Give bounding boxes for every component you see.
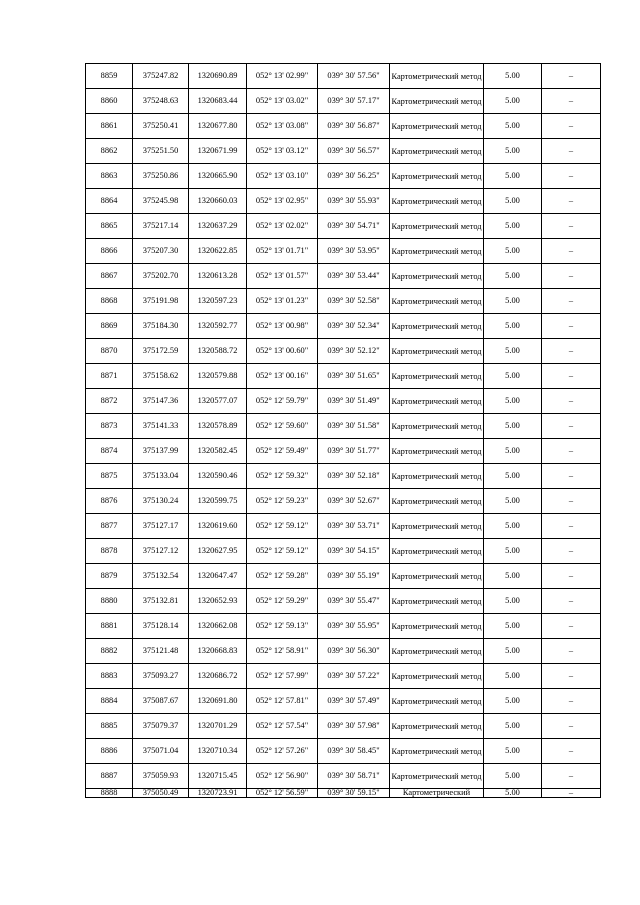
point-number-cell: 8880: [86, 589, 133, 614]
precision-cell: 5.00: [484, 314, 542, 339]
method-cell: Картометрический метод: [390, 739, 484, 764]
longitude-cell: 039° 30' 56.25": [318, 164, 390, 189]
method-cell: Картометрический метод: [390, 164, 484, 189]
coord-y-cell: 1320582.45: [189, 439, 247, 464]
method-cell: Картометрический метод: [390, 239, 484, 264]
note-cell: –: [542, 314, 601, 339]
coord-y-cell: 1320691.80: [189, 689, 247, 714]
table-row: [86, 339, 601, 364]
table-row: [86, 514, 601, 539]
longitude-cell: 039° 30' 55.95": [318, 614, 390, 639]
point-number-cell: 8886: [86, 739, 133, 764]
coord-x-cell: 375128.14: [133, 614, 189, 639]
coord-x-cell: 375251.50: [133, 139, 189, 164]
method-cell: Картометрический метод: [390, 489, 484, 514]
longitude-cell: 039° 30' 52.18": [318, 464, 390, 489]
point-number-cell: 8859: [86, 64, 133, 89]
coord-y-cell: 1320710.34: [189, 739, 247, 764]
method-cell: Картометрический метод: [390, 689, 484, 714]
method-cell: Картометрический метод: [390, 639, 484, 664]
coord-y-cell: 1320652.93: [189, 589, 247, 614]
latitude-cell: 052° 12' 59.32": [247, 464, 318, 489]
table-row: [86, 664, 601, 689]
longitude-cell: 039° 30' 55.93": [318, 189, 390, 214]
point-number-cell: 8872: [86, 389, 133, 414]
coord-x-cell: 375087.67: [133, 689, 189, 714]
coord-x-cell: 375191.98: [133, 289, 189, 314]
coord-x-cell: 375050.49: [133, 789, 189, 798]
longitude-cell: 039° 30' 56.87": [318, 114, 390, 139]
method-cell: Картометрический метод: [390, 364, 484, 389]
precision-cell: 5.00: [484, 664, 542, 689]
coordinates-table: [85, 63, 601, 798]
note-cell: –: [542, 639, 601, 664]
longitude-cell: 039° 30' 52.34": [318, 314, 390, 339]
coord-y-cell: 1320690.89: [189, 64, 247, 89]
note-cell: –: [542, 339, 601, 364]
method-cell: Картометрический метод: [390, 314, 484, 339]
method-cell: Картометрический метод: [390, 289, 484, 314]
point-number-cell: 8874: [86, 439, 133, 464]
coord-x-cell: 375245.98: [133, 189, 189, 214]
precision-cell: 5.00: [484, 764, 542, 789]
coord-x-cell: 375147.36: [133, 389, 189, 414]
point-number-cell: 8882: [86, 639, 133, 664]
coord-y-cell: 1320665.90: [189, 164, 247, 189]
longitude-cell: 039° 30' 53.71": [318, 514, 390, 539]
precision-cell: 5.00: [484, 539, 542, 564]
coord-x-cell: 375250.86: [133, 164, 189, 189]
coord-x-cell: 375250.41: [133, 114, 189, 139]
precision-cell: 5.00: [484, 789, 542, 798]
coord-x-cell: 375127.17: [133, 514, 189, 539]
table-row: [86, 139, 601, 164]
precision-cell: 5.00: [484, 89, 542, 114]
note-cell: –: [542, 739, 601, 764]
precision-cell: 5.00: [484, 439, 542, 464]
coord-y-cell: 1320579.88: [189, 364, 247, 389]
coord-x-cell: 375132.81: [133, 589, 189, 614]
precision-cell: 5.00: [484, 364, 542, 389]
precision-cell: 5.00: [484, 164, 542, 189]
method-cell: Картометрический метод: [390, 539, 484, 564]
table-row: [86, 539, 601, 564]
point-number-cell: 8871: [86, 364, 133, 389]
point-number-cell: 8879: [86, 564, 133, 589]
method-cell: Картометрический метод: [390, 764, 484, 789]
point-number-cell: 8877: [86, 514, 133, 539]
precision-cell: 5.00: [484, 264, 542, 289]
method-cell: Картометрический метод: [390, 714, 484, 739]
method-cell: Картометрический метод: [390, 414, 484, 439]
table-row: [86, 464, 601, 489]
latitude-cell: 052° 12' 59.79": [247, 389, 318, 414]
point-number-cell: 8862: [86, 139, 133, 164]
coord-y-cell: 1320578.89: [189, 414, 247, 439]
precision-cell: 5.00: [484, 464, 542, 489]
longitude-cell: 039° 30' 59.15": [318, 789, 390, 798]
point-number-cell: 8860: [86, 89, 133, 114]
note-cell: –: [542, 614, 601, 639]
note-cell: –: [542, 764, 601, 789]
method-cell: Картометрический метод: [390, 264, 484, 289]
table-row: [86, 289, 601, 314]
point-number-cell: 8876: [86, 489, 133, 514]
method-cell: Картометрический метод: [390, 139, 484, 164]
coord-x-cell: 375202.70: [133, 264, 189, 289]
coord-y-cell: 1320590.46: [189, 464, 247, 489]
note-cell: –: [542, 589, 601, 614]
table-row: [86, 439, 601, 464]
coord-x-cell: 375141.33: [133, 414, 189, 439]
longitude-cell: 039° 30' 51.49": [318, 389, 390, 414]
note-cell: –: [542, 189, 601, 214]
method-cell: Картометрический метод: [390, 64, 484, 89]
method-cell: Картометрический метод: [390, 589, 484, 614]
longitude-cell: 039° 30' 57.17": [318, 89, 390, 114]
point-number-cell: 8865: [86, 214, 133, 239]
latitude-cell: 052° 13' 02.02": [247, 214, 318, 239]
method-cell: Картометрический метод: [390, 464, 484, 489]
coord-x-cell: 375247.82: [133, 64, 189, 89]
coord-x-cell: 375093.27: [133, 664, 189, 689]
latitude-cell: 052° 13' 01.23": [247, 289, 318, 314]
coord-y-cell: 1320701.29: [189, 714, 247, 739]
coord-y-cell: 1320677.80: [189, 114, 247, 139]
precision-cell: 5.00: [484, 414, 542, 439]
precision-cell: 5.00: [484, 489, 542, 514]
table-row: [86, 589, 601, 614]
longitude-cell: 039° 30' 58.45": [318, 739, 390, 764]
precision-cell: 5.00: [484, 389, 542, 414]
precision-cell: 5.00: [484, 239, 542, 264]
note-cell: –: [542, 414, 601, 439]
note-cell: –: [542, 539, 601, 564]
method-cell: Картометрический: [390, 789, 484, 798]
coord-y-cell: 1320637.29: [189, 214, 247, 239]
latitude-cell: 052° 13' 00.98": [247, 314, 318, 339]
latitude-cell: 052° 13' 02.99": [247, 64, 318, 89]
coord-y-cell: 1320597.23: [189, 289, 247, 314]
coord-y-cell: 1320671.99: [189, 139, 247, 164]
table-row: [86, 639, 601, 664]
coord-y-cell: 1320619.60: [189, 514, 247, 539]
note-cell: –: [542, 714, 601, 739]
longitude-cell: 039° 30' 54.71": [318, 214, 390, 239]
note-cell: –: [542, 439, 601, 464]
longitude-cell: 039° 30' 52.67": [318, 489, 390, 514]
longitude-cell: 039° 30' 53.95": [318, 239, 390, 264]
note-cell: –: [542, 164, 601, 189]
table-row: [86, 214, 601, 239]
note-cell: –: [542, 64, 601, 89]
coord-y-cell: 1320599.75: [189, 489, 247, 514]
precision-cell: 5.00: [484, 739, 542, 764]
note-cell: –: [542, 464, 601, 489]
coord-y-cell: 1320647.47: [189, 564, 247, 589]
latitude-cell: 052° 12' 57.99": [247, 664, 318, 689]
point-number-cell: 8866: [86, 239, 133, 264]
point-number-cell: 8873: [86, 414, 133, 439]
coord-y-cell: 1320668.83: [189, 639, 247, 664]
table-row: [86, 364, 601, 389]
point-number-cell: 8884: [86, 689, 133, 714]
table-row: [86, 64, 601, 89]
precision-cell: 5.00: [484, 339, 542, 364]
latitude-cell: 052° 13' 03.10": [247, 164, 318, 189]
latitude-cell: 052° 13' 01.71": [247, 239, 318, 264]
table-body: [86, 64, 601, 798]
note-cell: –: [542, 789, 601, 798]
coord-x-cell: 375132.54: [133, 564, 189, 589]
longitude-cell: 039° 30' 57.22": [318, 664, 390, 689]
method-cell: Картометрический метод: [390, 389, 484, 414]
method-cell: Картометрический метод: [390, 114, 484, 139]
table-row: [86, 689, 601, 714]
latitude-cell: 052° 13' 00.16": [247, 364, 318, 389]
precision-cell: 5.00: [484, 139, 542, 164]
table-row: [86, 414, 601, 439]
table-row: [86, 389, 601, 414]
point-number-cell: 8863: [86, 164, 133, 189]
coord-y-cell: 1320686.72: [189, 664, 247, 689]
table-row: [86, 89, 601, 114]
longitude-cell: 039° 30' 56.57": [318, 139, 390, 164]
latitude-cell: 052° 12' 56.59": [247, 789, 318, 798]
table-row: [86, 789, 601, 798]
latitude-cell: 052° 12' 57.54": [247, 714, 318, 739]
note-cell: –: [542, 514, 601, 539]
point-number-cell: 8883: [86, 664, 133, 689]
latitude-cell: 052° 12' 57.26": [247, 739, 318, 764]
precision-cell: 5.00: [484, 64, 542, 89]
longitude-cell: 039° 30' 54.15": [318, 539, 390, 564]
coord-y-cell: 1320613.28: [189, 264, 247, 289]
longitude-cell: 039° 30' 52.58": [318, 289, 390, 314]
table-row: [86, 114, 601, 139]
table-row: [86, 239, 601, 264]
longitude-cell: 039° 30' 57.49": [318, 689, 390, 714]
latitude-cell: 052° 12' 59.12": [247, 514, 318, 539]
latitude-cell: 052° 12' 59.28": [247, 564, 318, 589]
method-cell: Картометрический метод: [390, 564, 484, 589]
precision-cell: 5.00: [484, 564, 542, 589]
method-cell: Картометрический метод: [390, 189, 484, 214]
point-number-cell: 8878: [86, 539, 133, 564]
note-cell: –: [542, 689, 601, 714]
point-number-cell: 8869: [86, 314, 133, 339]
precision-cell: 5.00: [484, 639, 542, 664]
latitude-cell: 052° 13' 02.95": [247, 189, 318, 214]
longitude-cell: 039° 30' 57.98": [318, 714, 390, 739]
coord-x-cell: 375217.14: [133, 214, 189, 239]
longitude-cell: 039° 30' 55.19": [318, 564, 390, 589]
coord-x-cell: 375121.48: [133, 639, 189, 664]
table-row: [86, 314, 601, 339]
precision-cell: 5.00: [484, 289, 542, 314]
latitude-cell: 052° 12' 59.12": [247, 539, 318, 564]
point-number-cell: 8875: [86, 464, 133, 489]
longitude-cell: 039° 30' 53.44": [318, 264, 390, 289]
coord-x-cell: 375133.04: [133, 464, 189, 489]
point-number-cell: 8888: [86, 789, 133, 798]
table-row: [86, 739, 601, 764]
precision-cell: 5.00: [484, 514, 542, 539]
note-cell: –: [542, 114, 601, 139]
point-number-cell: 8861: [86, 114, 133, 139]
table-row: [86, 614, 601, 639]
longitude-cell: 039° 30' 51.58": [318, 414, 390, 439]
latitude-cell: 052° 13' 03.08": [247, 114, 318, 139]
precision-cell: 5.00: [484, 214, 542, 239]
coord-y-cell: 1320622.85: [189, 239, 247, 264]
point-number-cell: 8867: [86, 264, 133, 289]
longitude-cell: 039° 30' 51.77": [318, 439, 390, 464]
latitude-cell: 052° 12' 59.13": [247, 614, 318, 639]
longitude-cell: 039° 30' 57.56": [318, 64, 390, 89]
method-cell: Картометрический метод: [390, 439, 484, 464]
point-number-cell: 8885: [86, 714, 133, 739]
method-cell: Картометрический метод: [390, 214, 484, 239]
latitude-cell: 052° 12' 56.90": [247, 764, 318, 789]
note-cell: –: [542, 664, 601, 689]
method-cell: Картометрический метод: [390, 514, 484, 539]
table-row: [86, 714, 601, 739]
latitude-cell: 052° 13' 01.57": [247, 264, 318, 289]
point-number-cell: 8870: [86, 339, 133, 364]
note-cell: –: [542, 289, 601, 314]
coord-x-cell: 375184.30: [133, 314, 189, 339]
coord-y-cell: 1320577.07: [189, 389, 247, 414]
note-cell: –: [542, 564, 601, 589]
coord-x-cell: 375207.30: [133, 239, 189, 264]
point-number-cell: 8881: [86, 614, 133, 639]
note-cell: –: [542, 214, 601, 239]
method-cell: Картометрический метод: [390, 614, 484, 639]
longitude-cell: 039° 30' 51.65": [318, 364, 390, 389]
precision-cell: 5.00: [484, 114, 542, 139]
note-cell: –: [542, 364, 601, 389]
coord-x-cell: 375137.99: [133, 439, 189, 464]
latitude-cell: 052° 12' 59.60": [247, 414, 318, 439]
note-cell: –: [542, 264, 601, 289]
longitude-cell: 039° 30' 56.30": [318, 639, 390, 664]
coord-y-cell: 1320627.95: [189, 539, 247, 564]
method-cell: Картометрический метод: [390, 339, 484, 364]
table-row: [86, 264, 601, 289]
latitude-cell: 052° 13' 03.12": [247, 139, 318, 164]
method-cell: Картометрический метод: [390, 89, 484, 114]
coord-x-cell: 375071.04: [133, 739, 189, 764]
coord-x-cell: 375079.37: [133, 714, 189, 739]
coord-x-cell: 375248.63: [133, 89, 189, 114]
coord-y-cell: 1320592.77: [189, 314, 247, 339]
coord-y-cell: 1320683.44: [189, 89, 247, 114]
note-cell: –: [542, 239, 601, 264]
coord-x-cell: 375158.62: [133, 364, 189, 389]
coord-x-cell: 375127.12: [133, 539, 189, 564]
coord-x-cell: 375172.59: [133, 339, 189, 364]
longitude-cell: 039° 30' 52.12": [318, 339, 390, 364]
coord-y-cell: 1320723.91: [189, 789, 247, 798]
point-number-cell: 8868: [86, 289, 133, 314]
coord-x-cell: 375059.93: [133, 764, 189, 789]
latitude-cell: 052° 13' 00.60": [247, 339, 318, 364]
note-cell: –: [542, 389, 601, 414]
latitude-cell: 052° 13' 03.02": [247, 89, 318, 114]
latitude-cell: 052° 12' 58.91": [247, 639, 318, 664]
point-number-cell: 8887: [86, 764, 133, 789]
table-row: [86, 164, 601, 189]
method-cell: Картометрический метод: [390, 664, 484, 689]
precision-cell: 5.00: [484, 714, 542, 739]
latitude-cell: 052° 12' 59.49": [247, 439, 318, 464]
point-number-cell: 8864: [86, 189, 133, 214]
longitude-cell: 039° 30' 58.71": [318, 764, 390, 789]
latitude-cell: 052° 12' 59.23": [247, 489, 318, 514]
precision-cell: 5.00: [484, 614, 542, 639]
coord-x-cell: 375130.24: [133, 489, 189, 514]
table-row: [86, 189, 601, 214]
coord-y-cell: 1320662.08: [189, 614, 247, 639]
note-cell: –: [542, 489, 601, 514]
coord-y-cell: 1320715.45: [189, 764, 247, 789]
coord-y-cell: 1320660.03: [189, 189, 247, 214]
table-row: [86, 489, 601, 514]
latitude-cell: 052° 12' 57.81": [247, 689, 318, 714]
precision-cell: 5.00: [484, 689, 542, 714]
table-row: [86, 764, 601, 789]
table-row: [86, 564, 601, 589]
longitude-cell: 039° 30' 55.47": [318, 589, 390, 614]
note-cell: –: [542, 89, 601, 114]
latitude-cell: 052° 12' 59.29": [247, 589, 318, 614]
precision-cell: 5.00: [484, 189, 542, 214]
note-cell: –: [542, 139, 601, 164]
precision-cell: 5.00: [484, 589, 542, 614]
coord-y-cell: 1320588.72: [189, 339, 247, 364]
